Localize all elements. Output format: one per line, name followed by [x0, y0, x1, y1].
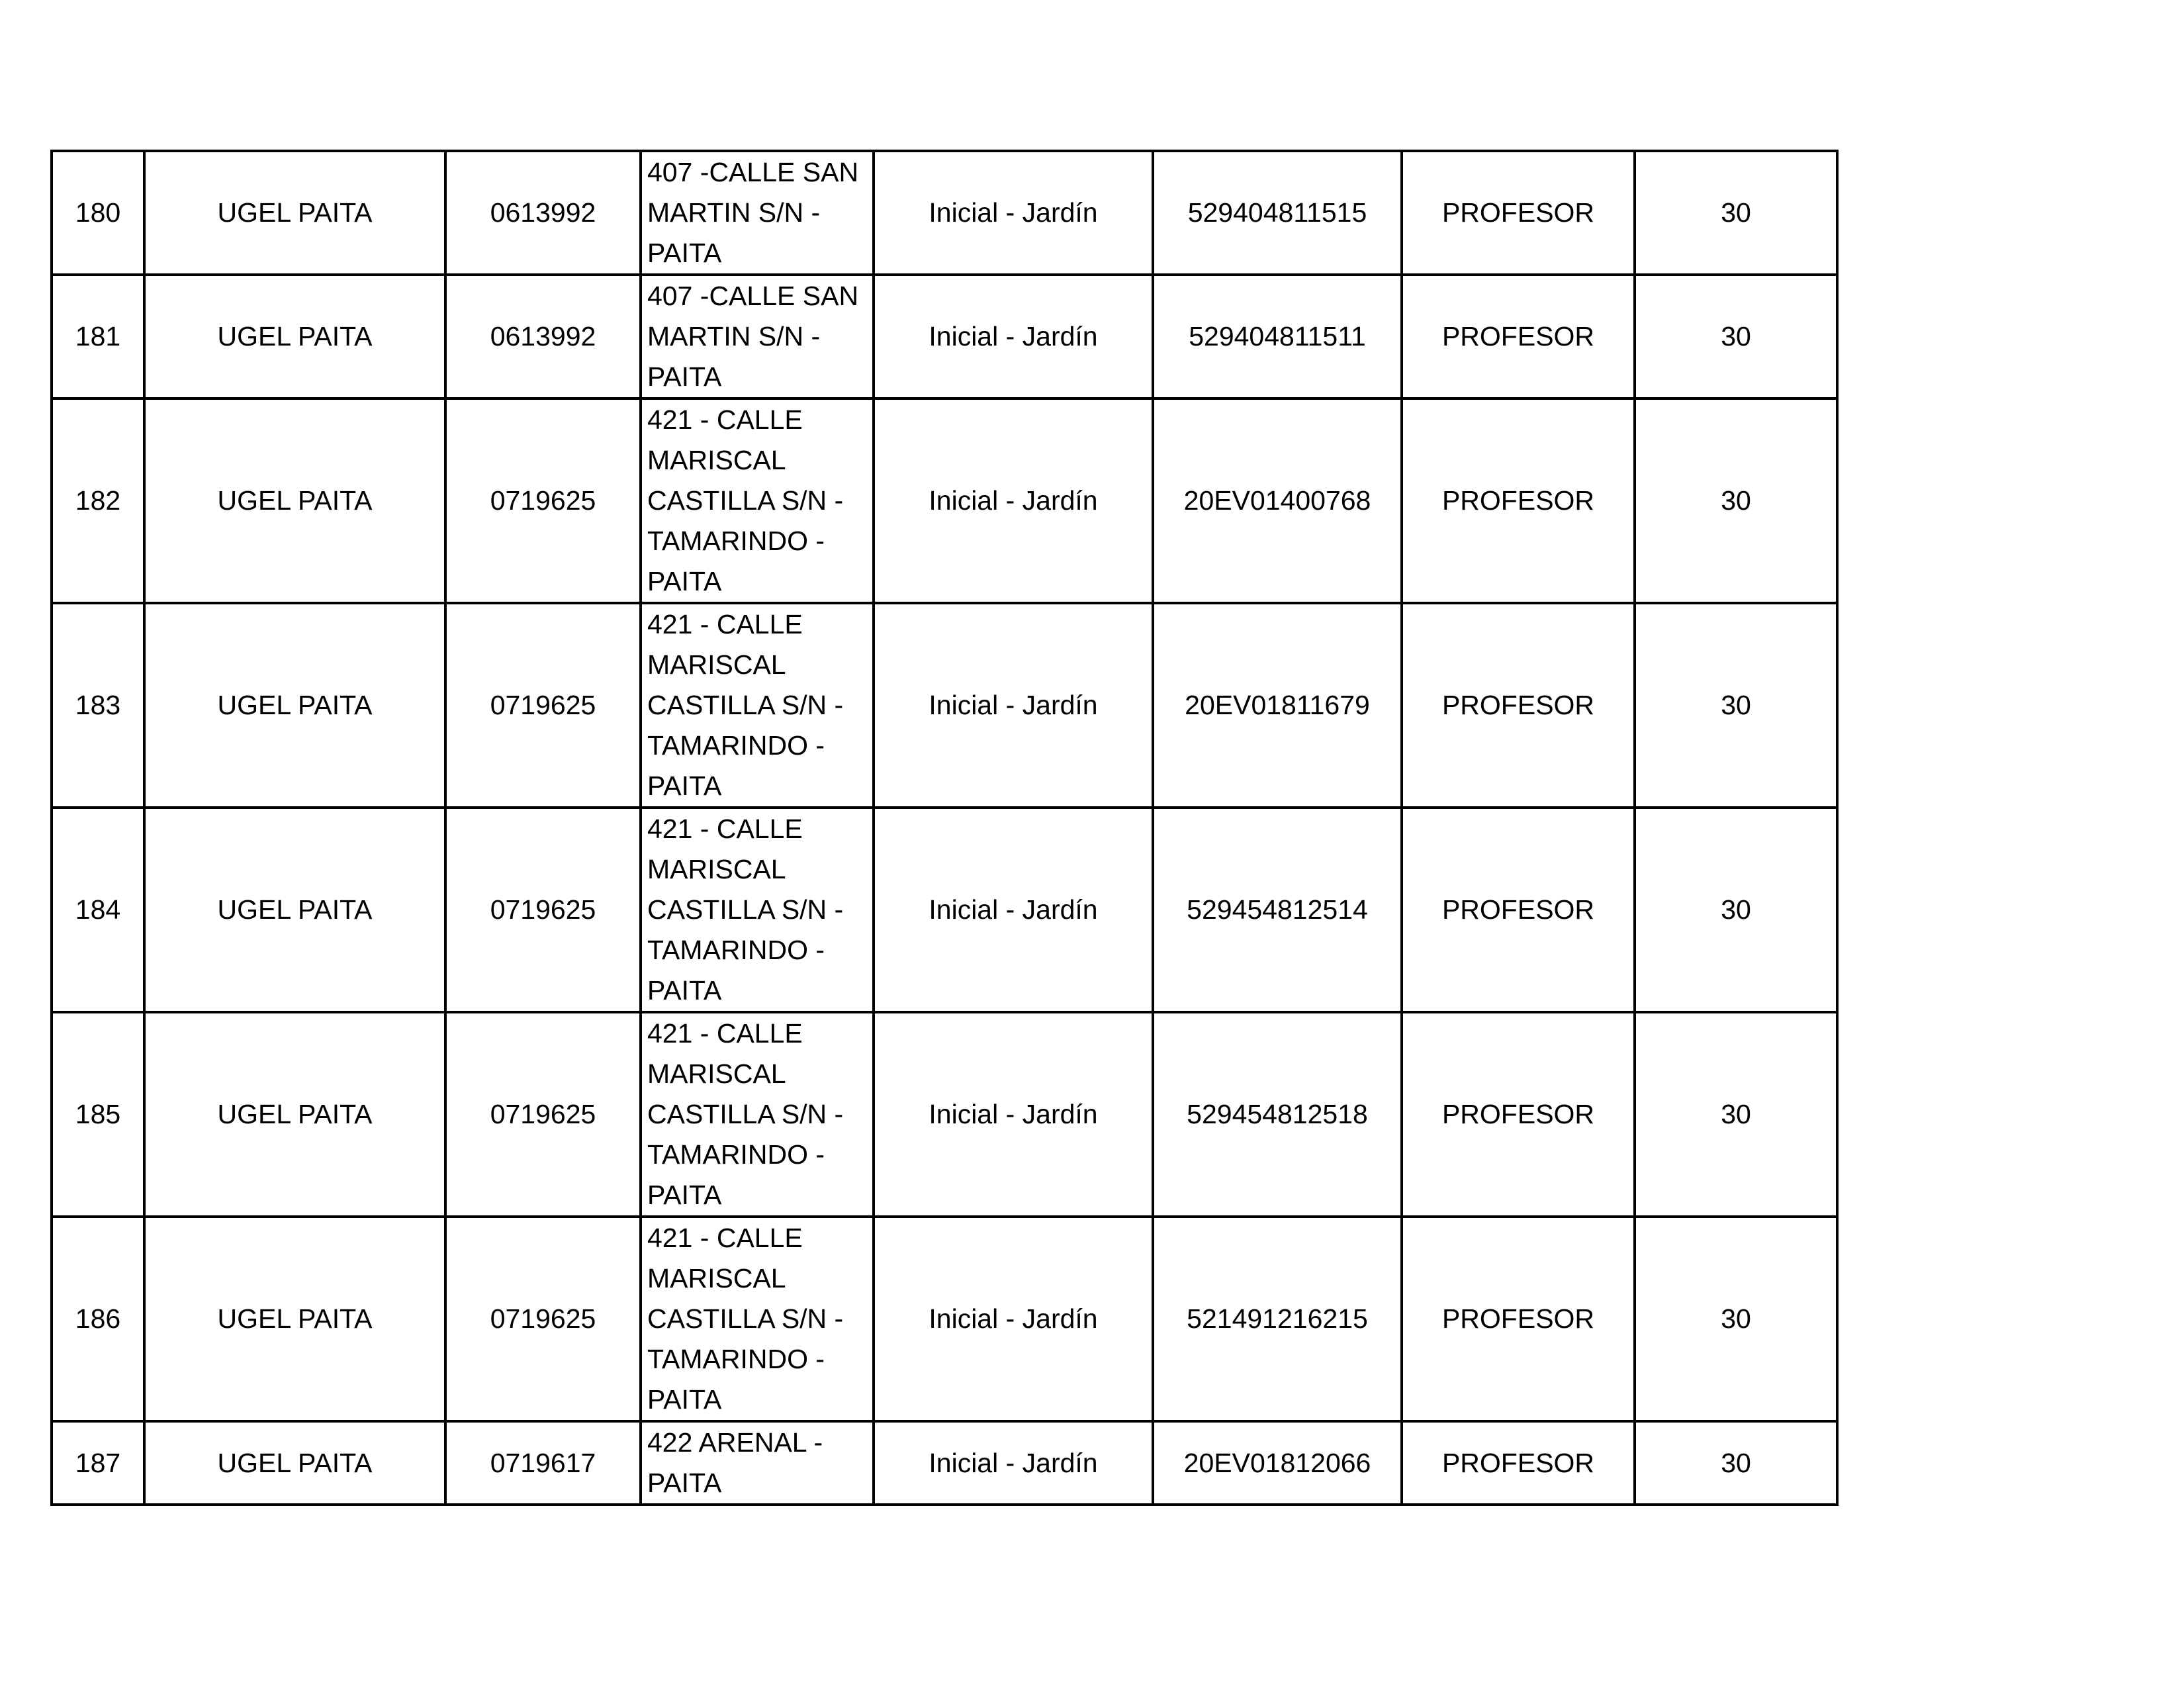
plaza-code-cell: 529454812514: [1153, 808, 1402, 1012]
position-cell: PROFESOR: [1402, 808, 1635, 1012]
table-row: [52, 1217, 1837, 1421]
modular-code-cell: 0719617: [445, 1421, 641, 1505]
institution-address-cell: 422 ARENAL - PAITA: [641, 1421, 874, 1505]
position-cell: PROFESOR: [1402, 1217, 1635, 1421]
modular-code-cell: 0719625: [445, 1012, 641, 1217]
level-cell: Inicial - Jardín: [874, 1217, 1153, 1421]
level-cell: Inicial - Jardín: [874, 275, 1153, 399]
ugel-cell: UGEL PAITA: [144, 808, 445, 1012]
ugel-cell: UGEL PAITA: [144, 1012, 445, 1217]
hours-cell: 30: [1635, 808, 1837, 1012]
modular-code-cell: 0719625: [445, 1217, 641, 1421]
modular-code-cell: 0613992: [445, 275, 641, 399]
institution-address-cell: 421 - CALLE MARISCAL CASTILLA S/N - TAMARINDO - PAITA: [641, 1217, 874, 1421]
ugel-cell: UGEL PAITA: [144, 399, 445, 603]
level-cell: Inicial - Jardín: [874, 1012, 1153, 1217]
position-cell: PROFESOR: [1402, 399, 1635, 603]
position-cell: PROFESOR: [1402, 1421, 1635, 1505]
institution-address-cell: 421 - CALLE MARISCAL CASTILLA S/N - TAMARINDO - PAITA: [641, 603, 874, 808]
institution-address-cell: 407 -CALLE SAN MARTIN S/N - PAITA: [641, 151, 874, 275]
hours-cell: 30: [1635, 1421, 1837, 1505]
row-number: 186: [52, 1217, 144, 1421]
hours-cell: 30: [1635, 1012, 1837, 1217]
position-cell: PROFESOR: [1402, 1012, 1635, 1217]
table-row: [52, 275, 1837, 399]
row-number: 183: [52, 603, 144, 808]
plaza-code-cell: 529454812518: [1153, 1012, 1402, 1217]
plaza-code-cell: 529404811515: [1153, 151, 1402, 275]
ugel-cell: UGEL PAITA: [144, 275, 445, 399]
modular-code-cell: 0613992: [445, 151, 641, 275]
hours-cell: 30: [1635, 151, 1837, 275]
ugel-cell: UGEL PAITA: [144, 603, 445, 808]
institution-address-cell: 421 - CALLE MARISCAL CASTILLA S/N - TAMARINDO - PAITA: [641, 1012, 874, 1217]
table-row: [52, 1421, 1837, 1505]
ugel-cell: UGEL PAITA: [144, 151, 445, 275]
plaza-code-cell: 20EV01812066: [1153, 1421, 1402, 1505]
position-cell: PROFESOR: [1402, 603, 1635, 808]
plaza-code-cell: 20EV01400768: [1153, 399, 1402, 603]
hours-cell: 30: [1635, 399, 1837, 603]
institution-address-cell: 407 -CALLE SAN MARTIN S/N - PAITA: [641, 275, 874, 399]
row-number: 185: [52, 1012, 144, 1217]
table-row: [52, 808, 1837, 1012]
level-cell: Inicial - Jardín: [874, 1421, 1153, 1505]
hours-cell: 30: [1635, 603, 1837, 808]
ugel-cell: UGEL PAITA: [144, 1217, 445, 1421]
ugel-cell: UGEL PAITA: [144, 1421, 445, 1505]
row-number: 184: [52, 808, 144, 1012]
institution-address-cell: 421 - CALLE MARISCAL CASTILLA S/N - TAMARINDO - PAITA: [641, 808, 874, 1012]
institution-address-cell: 421 - CALLE MARISCAL CASTILLA S/N - TAMARINDO - PAITA: [641, 399, 874, 603]
row-number: 187: [52, 1421, 144, 1505]
table-row: [52, 399, 1837, 603]
level-cell: Inicial - Jardín: [874, 399, 1153, 603]
row-number: 180: [52, 151, 144, 275]
plaza-code-cell: 20EV01811679: [1153, 603, 1402, 808]
position-cell: PROFESOR: [1402, 151, 1635, 275]
plaza-code-cell: 521491216215: [1153, 1217, 1402, 1421]
table-row: [52, 1012, 1837, 1217]
modular-code-cell: 0719625: [445, 399, 641, 603]
level-cell: Inicial - Jardín: [874, 151, 1153, 275]
vacancy-table: [50, 150, 1839, 1506]
plaza-code-cell: 529404811511: [1153, 275, 1402, 399]
table-row: [52, 603, 1837, 808]
level-cell: Inicial - Jardín: [874, 808, 1153, 1012]
modular-code-cell: 0719625: [445, 603, 641, 808]
hours-cell: 30: [1635, 1217, 1837, 1421]
position-cell: PROFESOR: [1402, 275, 1635, 399]
level-cell: Inicial - Jardín: [874, 603, 1153, 808]
row-number: 181: [52, 275, 144, 399]
table-row: [52, 151, 1837, 275]
hours-cell: 30: [1635, 275, 1837, 399]
row-number: 182: [52, 399, 144, 603]
modular-code-cell: 0719625: [445, 808, 641, 1012]
